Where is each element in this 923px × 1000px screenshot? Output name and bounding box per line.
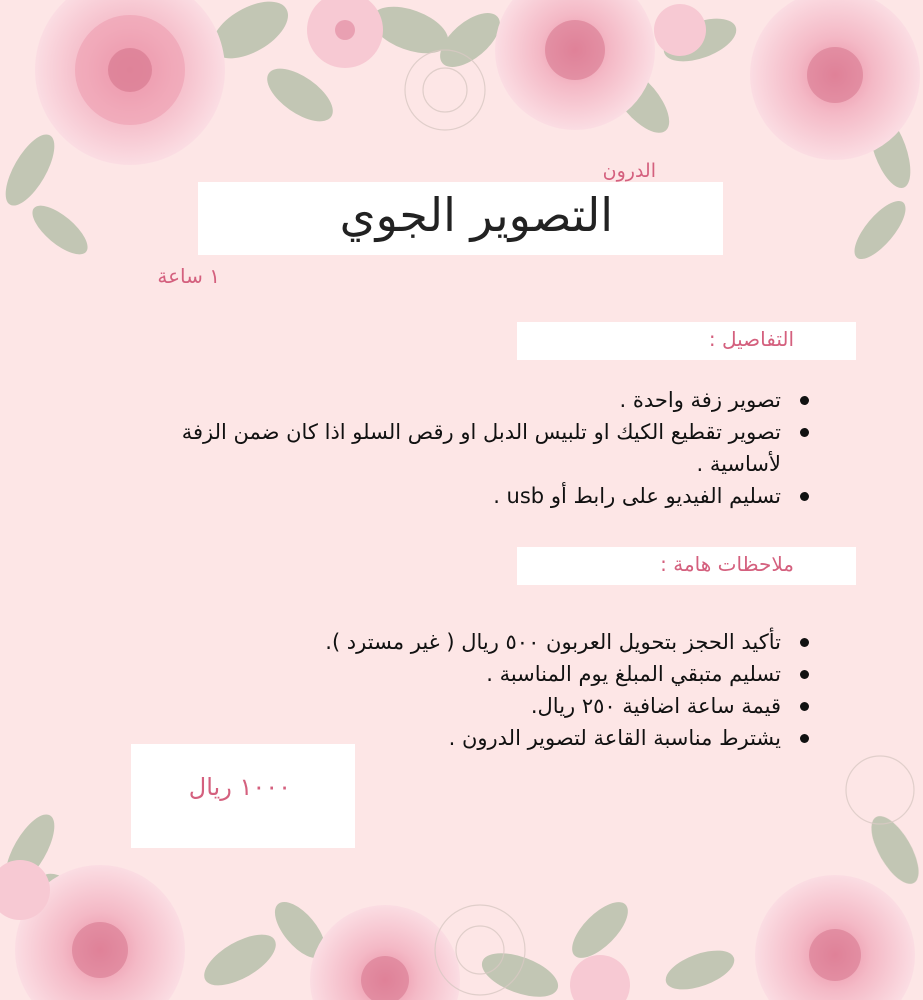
duration-label: ١ ساعة xyxy=(157,264,220,288)
details-list xyxy=(107,384,817,512)
notes-heading-box xyxy=(517,547,856,585)
rose-icon xyxy=(0,860,915,1000)
title-box xyxy=(198,182,723,255)
list-item: يشترط مناسبة القاعة لتصوير الدرون . xyxy=(117,722,817,754)
list-item: قيمة ساعة اضافية ٢٥٠ ريال. xyxy=(117,690,817,722)
list-item: تسليم الفيديو على رابط أو usb . xyxy=(107,480,817,512)
list-item: تأكيد الحجز بتحويل العربون ٥٠٠ ريال ( غير مسترد ). xyxy=(117,626,817,658)
page-title: التصوير الجوي xyxy=(339,188,613,242)
notes-list xyxy=(117,626,817,754)
notes-heading: ملاحظات هامة : xyxy=(660,552,794,576)
details-heading-box xyxy=(517,322,856,360)
price-label: ١٠٠٠ ريال xyxy=(188,773,291,801)
list-item: تصوير زفة واحدة . xyxy=(107,384,817,416)
price-box xyxy=(131,744,355,848)
category-label: الدرون xyxy=(602,160,656,182)
list-item: تصوير تقطيع الكيك او تلبيس الدبل او رقص السلو اذا كان ضمن الزفة لأساسية . xyxy=(107,416,817,480)
list-item: تسليم متبقي المبلغ يوم المناسبة . xyxy=(117,658,817,690)
details-heading: التفاصيل : xyxy=(708,327,794,351)
